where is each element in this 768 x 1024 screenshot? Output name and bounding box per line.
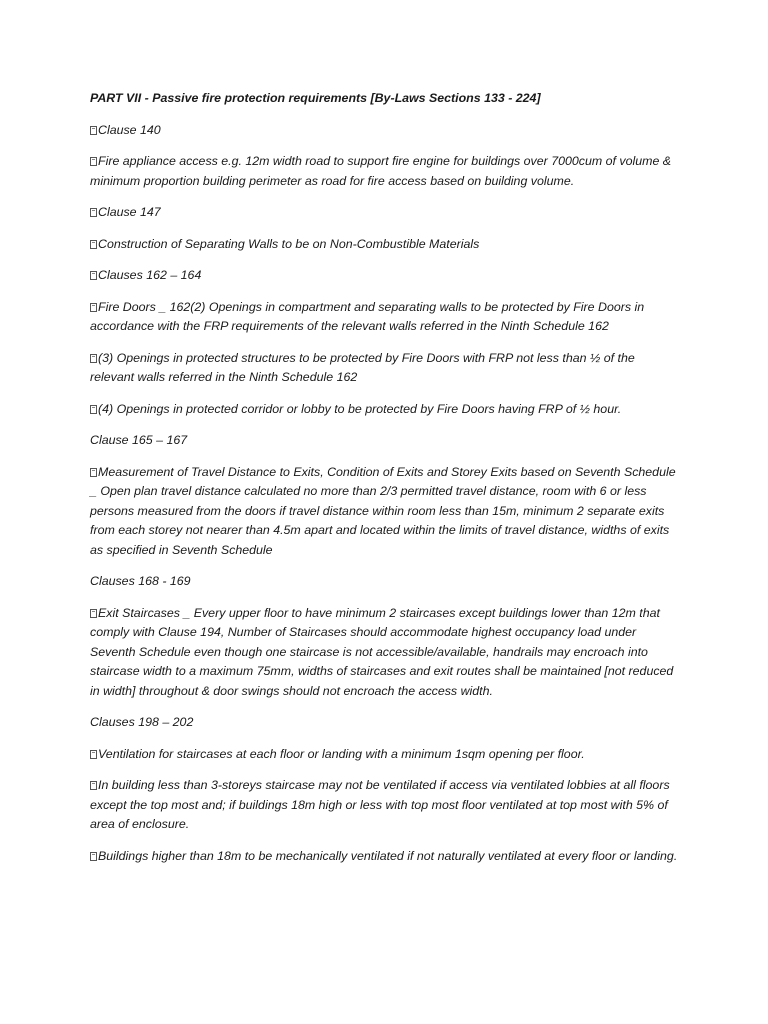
paragraph-text: Clause 147: [98, 205, 161, 219]
paragraph-text: Clause 165 – 167: [90, 433, 188, 447]
missing-glyph-bullet-icon: [90, 468, 97, 477]
paragraph-text: In building less than 3-storeys staircase may not be ventilated if access via ventilated lobbies at all floors except the top most and; if buildings 18m high or less with top most floor ventilated at top most with 5% of area of enclosure.: [90, 778, 670, 831]
missing-glyph-bullet-icon: [90, 126, 97, 135]
paragraph: [90, 713, 682, 733]
missing-glyph-bullet-icon: [90, 157, 97, 166]
paragraph-text: Clauses 198 – 202: [90, 715, 194, 729]
paragraph-text: (4) Openings in protected corridor or lobby to be protected by Fire Doors having FRP of ½ hour.: [98, 401, 622, 416]
paragraph: [90, 776, 682, 835]
paragraph: [90, 463, 682, 561]
paragraph-list: [90, 121, 682, 867]
paragraph-text: Fire appliance access e.g. 12m width road to support fire engine for buildings over 7000cum of volume & minimum proportion building perimeter as road for fire access based on building volume.: [90, 154, 672, 188]
paragraph-text: Exit Staircases _ Every upper floor to have minimum 2 staircases except buildings lower than 12m that comply with Clause 194, Number of Staircases should accommodate highest occupancy load under Seventh Schedule even though one staircase is not accessible/available, handrails may encroach into staircase width to a maximum 75mm, widths of staircases and exit routes shall be maintained [not reduced in width] throughout & door swings should not encroach the access width.: [90, 605, 674, 698]
document-body: [90, 89, 682, 878]
missing-glyph-bullet-icon: [90, 609, 97, 618]
missing-glyph-bullet-icon: [90, 240, 97, 249]
paragraph: [90, 847, 682, 867]
paragraph-text: Clause 140: [98, 122, 161, 137]
paragraph: [90, 604, 682, 702]
paragraph-text: Fire Doors _ 162(2) Openings in compartment and separating walls to be protected by Fire Doors in accordance with the FRP requirements of the relevant walls referred in the Ninth Schedule 162: [90, 299, 645, 333]
paragraph: [90, 235, 682, 255]
missing-glyph-bullet-icon: [90, 271, 97, 280]
missing-glyph-bullet-icon: [90, 781, 97, 790]
missing-glyph-bullet-icon: [90, 208, 97, 217]
paragraph: [90, 152, 682, 191]
missing-glyph-bullet-icon: [90, 750, 97, 759]
paragraph-text: (3) Openings in protected structures to be protected by Fire Doors with FRP not less than ½ of the relevant walls referred in the Ninth Schedule 162: [90, 350, 635, 384]
paragraph-text: Buildings higher than 18m to be mechanically ventilated if not naturally ventilated at every floor or landing.: [98, 848, 678, 863]
paragraph-text: Construction of Separating Walls to be on Non-Combustible Materials: [98, 236, 480, 251]
paragraph: [90, 431, 682, 451]
paragraph-text: Ventilation for staircases at each floor or landing with a minimum 1sqm opening per floor.: [98, 746, 585, 761]
paragraph: [90, 298, 682, 337]
paragraph: [90, 349, 682, 388]
page-title: PART VII - Passive fire protection requirements [By-Laws Sections 133 - 224]: [90, 91, 541, 105]
paragraph: [90, 400, 682, 420]
missing-glyph-bullet-icon: [90, 405, 97, 414]
paragraph-text: Clauses 168 - 169: [90, 574, 191, 588]
missing-glyph-bullet-icon: [90, 303, 97, 312]
paragraph-text: Clauses 162 – 164: [98, 268, 202, 282]
paragraph: [90, 572, 682, 592]
paragraph: [90, 266, 682, 286]
paragraph: [90, 203, 682, 223]
paragraph-text: Measurement of Travel Distance to Exits, Condition of Exits and Storey Exits based on Seventh Schedule _ Open plan travel distance calculated no more than 2/3 permitted travel distance, room with 6 or less persons measured from the doors if travel distance within room less than 15m, minimum 2 separate exits from each storey not nearer than 4.5m apart and located within the limits of travel distance, widths of exits as specified in Seventh Schedule: [90, 464, 676, 557]
paragraph: [90, 745, 682, 765]
missing-glyph-bullet-icon: [90, 354, 97, 363]
missing-glyph-bullet-icon: [90, 852, 97, 861]
paragraph: [90, 121, 682, 141]
